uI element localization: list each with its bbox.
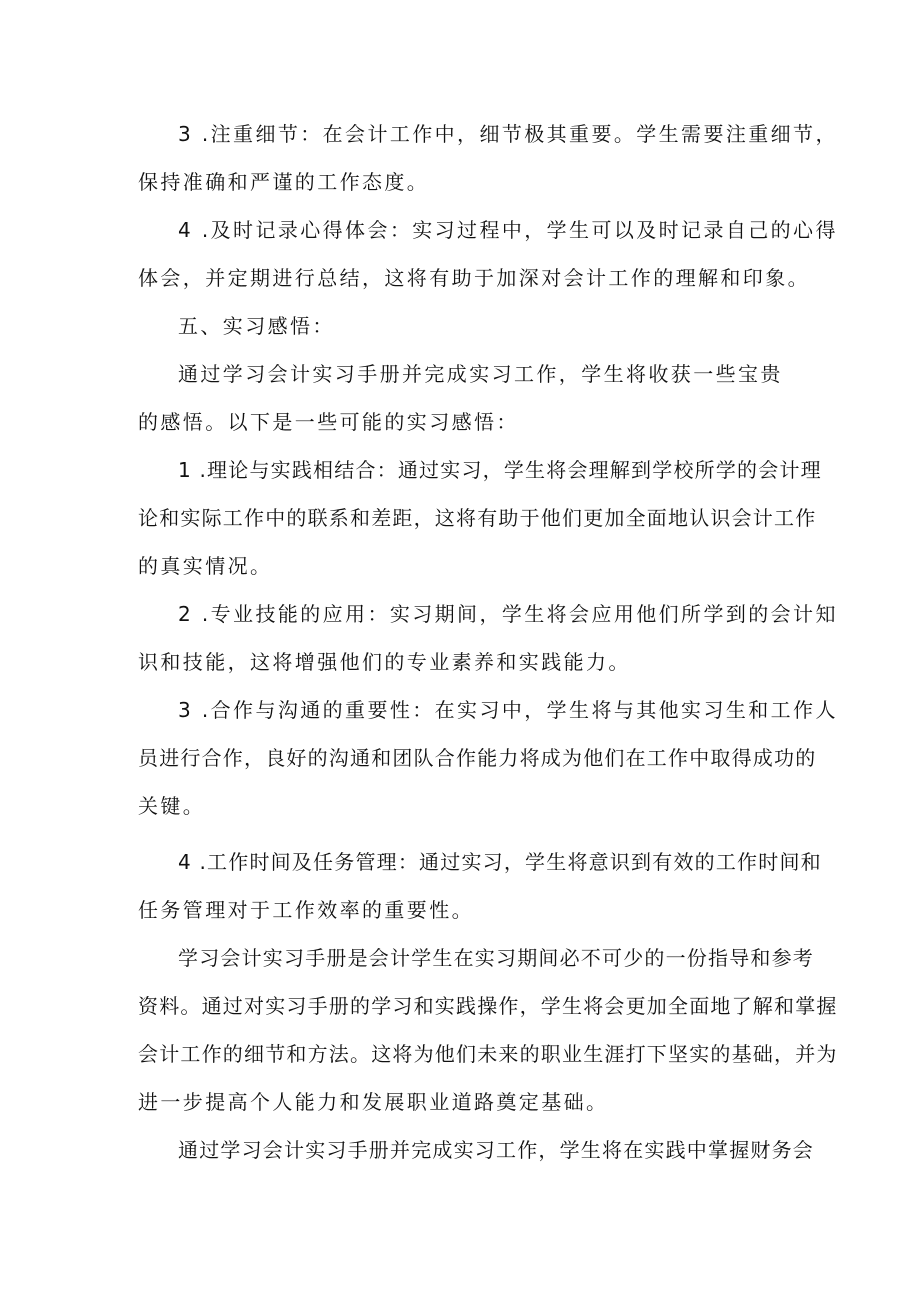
text-line: 进一步提高个人能力和发展职业道路奠定基础。 (138, 1090, 609, 1114)
text-line: 通过学习会计实习手册并完成实习工作，学生将收获一些宝贵 (178, 362, 783, 386)
text-line: 保持准确和严谨的工作态度。 (138, 170, 430, 194)
text-line: 3 .注重细节：在会计工作中，细节极其重要。学生需要注重细节， (178, 122, 838, 146)
text-line: 学习会计实习手册是会计学生在实习期间必不可少的一份指导和参考 (178, 946, 814, 970)
text-line: 通过学习会计实习手册并完成实习工作，学生将在实践中掌握财务会 (178, 1138, 814, 1162)
text-line: 体会，并定期进行总结，这将有助于加深对会计工作的理解和印象。 (138, 266, 810, 290)
text-line: 2 .专业技能的应用：实习期间，学生将会应用他们所学到的会计知 (178, 602, 838, 626)
text-line: 4 .及时记录心得体会：实习过程中，学生可以及时记录自己的心得 (178, 218, 838, 242)
text-line: 3 .合作与沟通的重要性：在实习中，学生将与其他实习生和工作人 (178, 698, 838, 722)
text-line: 4 .工作时间及任务管理：通过实习，学生将意识到有效的工作时间和 (178, 850, 822, 874)
text-line: 1 .理论与实践相结合：通过实习，学生将会理解到学校所学的会计理 (178, 458, 822, 482)
text-line: 的真实情况。 (138, 554, 273, 578)
text-line: 论和实际工作中的联系和差距，这将有助于他们更加全面地认识会计工作 (138, 506, 817, 530)
text-line: 资料。通过对实习手册的学习和实践操作，学生将会更加全面地了解和掌握 (138, 994, 838, 1018)
section-heading: 五、实习感悟： (178, 314, 335, 338)
text-line: 会计工作的细节和方法。这将为他们未来的职业生涯打下坚实的基础，并为 (138, 1042, 838, 1066)
text-line: 识和技能，这将增强他们的专业素养和实践能力。 (138, 650, 631, 674)
text-line: 的感悟。以下是一些可能的实习感悟： (138, 410, 519, 434)
text-line: 员进行合作，良好的沟通和团队合作能力将成为他们在工作中取得成功的 (138, 746, 817, 770)
text-line: 任务管理对于工作效率的重要性。 (138, 898, 474, 922)
text-line: 关键。 (138, 794, 206, 818)
